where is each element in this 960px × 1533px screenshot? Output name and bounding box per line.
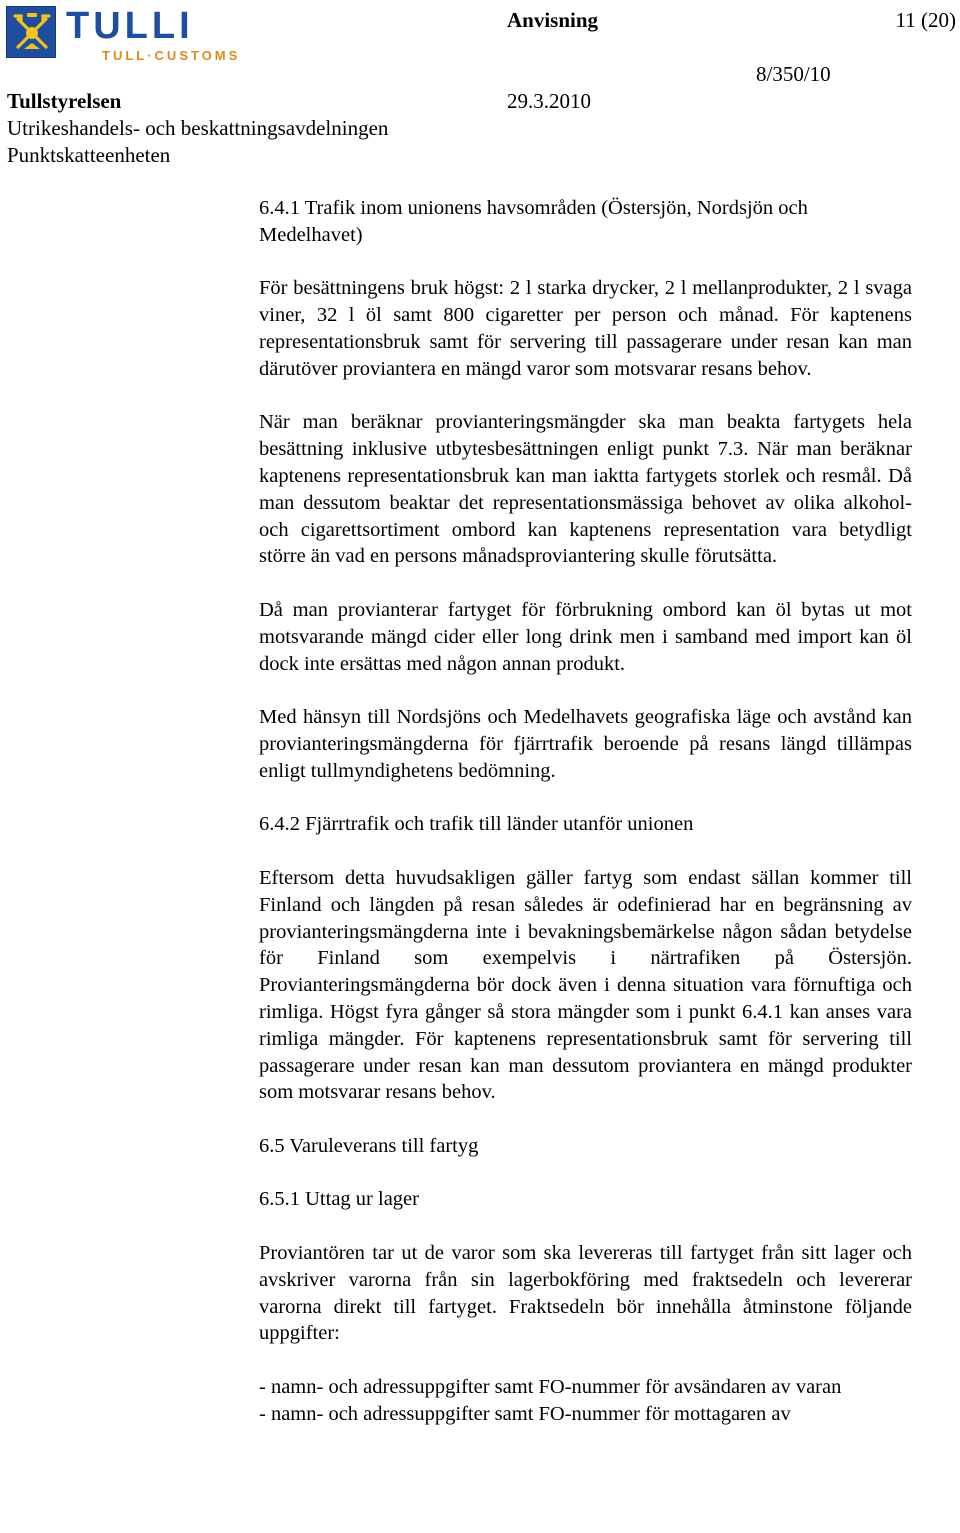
- paragraph-crew-allowance: För besättningens bruk högst: 2 l starka drycker, 2 l mellanprodukter, 2 l svaga viner, 32 l öl samt 800 cigaretter per person och månad. För kaptenens representationsbruk samt för servering till passagerare under resan kan man därutöver proviantera en mängd varor som motsvarar resans behov.: [259, 277, 912, 380]
- organization-name: Tullstyrelsen: [7, 89, 122, 113]
- document-body: [259, 195, 912, 1428]
- list-item: - namn- och adressuppgifter samt FO-nummer för mottagaren av: [259, 1402, 791, 1425]
- section-heading-6-4-1: 6.4.1 Trafik inom unionens havsområden (Östersjön, Nordsjön och Medelhavet): [259, 197, 808, 246]
- department-name: Utrikeshandels- och beskattningsavdelningen: [7, 116, 389, 140]
- section-heading-6-5-1: 6.5.1 Uttag ur lager: [259, 1188, 419, 1211]
- document-reference: 8/350/10: [756, 62, 831, 86]
- page-number: 11 (20): [895, 8, 956, 32]
- list-item: - namn- och adressuppgifter samt FO-nummer för avsändaren av varan: [259, 1376, 842, 1399]
- paragraph-calculation: När man beräknar provianteringsmängder ska man beakta fartygets hela besättning inklusive utbytesbesättningen enligt punkt 7.3. När man beräknar kaptenens representationsbruk kan man iaktta fartygets storlek och resmål. Då man dessutom beaktar det representationsmässiga behovet av olika alkohol- och cigarettsortiment ombord kan kaptenens representation vara betydligt större än vad en persons månadsproviantering skulle förutsätta.: [259, 411, 912, 568]
- section-heading-6-4-2: 6.4.2 Fjärrtrafik och trafik till länder utanför unionen: [259, 813, 694, 836]
- unit-name: Punktskatteenheten: [7, 143, 171, 167]
- paragraph-long-distance: Eftersom detta huvudsakligen gäller fartyg som endast sällan kommer till Finland och längden på resan således är odefinierad har en begränsning av provianteringsmängderna inte i bevakningsbemärkelse någon sådan betydelse för Finland som exempelvis i närtrafiken på Östersjön. Provianteringsmängderna bör dock även i denna situation vara förnuftiga och rimliga. Högst fyra gånger så stora mängder som i punkt 6.4.1 kan anses vara rimliga mängder. För kaptenens representationsbruk samt för servering till passagerare under resan kan man dessutom proviantera en mängd produkter som motsvarar resans behov.: [259, 866, 912, 1104]
- section-heading-6-5: 6.5 Varuleverans till fartyg: [259, 1134, 479, 1157]
- paragraph-warehouse-withdrawal: Proviantören tar ut de varor som ska levereras till fartyget från sitt lager och avskriver varorna från sin lagerbokföring med fraktsedeln och levererar varorna direkt till fartyget. Fraktsedeln bör innehålla åtminstone följande uppgifter:: [259, 1242, 912, 1345]
- paragraph-beer-substitution: Då man provianterar fartyget för förbrukning ombord kan öl bytas ut mot motsvarande mängd cider eller long drink men i samband med import kan öl dock inte ersättas med någon annan produkt.: [259, 598, 912, 675]
- logo-subtitle: TULL·CUSTOMS: [102, 48, 241, 63]
- document-date: 29.3.2010: [507, 89, 591, 113]
- customs-emblem-icon: [6, 6, 56, 58]
- document-type: Anvisning: [507, 8, 599, 32]
- logo-name: TULLI: [66, 5, 194, 47]
- tulli-logo: [6, 5, 256, 63]
- paragraph-north-sea: Med hänsyn till Nordsjöns och Medelhavets geografiska läge och avstånd kan provianteringsmängderna för fjärrtrafik beroende på resans längd tillämpas enligt tullmyndighetens bedömning.: [259, 706, 912, 782]
